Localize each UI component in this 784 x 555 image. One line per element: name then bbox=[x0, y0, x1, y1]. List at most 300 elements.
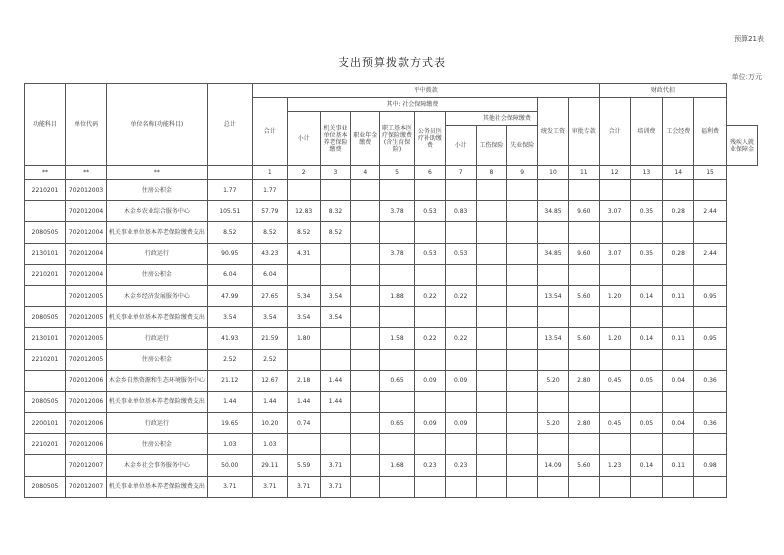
table-header bbox=[25, 84, 758, 180]
unit-code-cell: 702012005 bbox=[66, 328, 107, 349]
value-cell bbox=[507, 307, 538, 328]
column-number: 15 bbox=[694, 166, 727, 180]
total-cell: 41.93 bbox=[207, 328, 252, 349]
value-cell bbox=[507, 180, 538, 201]
value-cell: 0.09 bbox=[445, 370, 476, 391]
value-cell: 0.22 bbox=[414, 285, 445, 306]
table-row bbox=[25, 180, 758, 201]
table-row bbox=[25, 201, 758, 222]
value-cell: 0.83 bbox=[445, 201, 476, 222]
value-cell: 0.65 bbox=[380, 370, 415, 391]
column-number: 6 bbox=[414, 166, 445, 180]
value-cell: 0.53 bbox=[414, 243, 445, 264]
value-cell bbox=[568, 349, 599, 370]
unit-name-cell: 木金乡经济发展服务中心 bbox=[107, 285, 208, 306]
value-cell bbox=[380, 391, 415, 412]
value-cell: 2.44 bbox=[694, 243, 727, 264]
header-civil-medical: 公务员医疗补助缴费 bbox=[414, 112, 445, 166]
value-cell bbox=[663, 222, 694, 243]
value-cell: 13.54 bbox=[538, 328, 569, 349]
value-cell bbox=[538, 180, 569, 201]
value-cell bbox=[568, 434, 599, 455]
unit-code-cell: 702012005 bbox=[66, 285, 107, 306]
value-cell: 0.65 bbox=[380, 413, 415, 434]
value-cell bbox=[351, 201, 380, 222]
value-cell bbox=[351, 222, 380, 243]
unit-name-cell: 住房公积金 bbox=[107, 264, 208, 285]
value-cell: 5.59 bbox=[287, 455, 320, 476]
value-cell bbox=[476, 285, 507, 306]
value-cell: 0.95 bbox=[694, 328, 727, 349]
value-cell bbox=[507, 328, 538, 349]
value-cell bbox=[538, 349, 569, 370]
column-number: 10 bbox=[538, 166, 569, 180]
value-cell bbox=[507, 222, 538, 243]
total-cell: 1.44 bbox=[207, 391, 252, 412]
value-cell: 3.78 bbox=[380, 243, 415, 264]
value-cell: 6.04 bbox=[252, 264, 287, 285]
value-cell: 2.52 bbox=[252, 349, 287, 370]
value-cell: 1.58 bbox=[380, 328, 415, 349]
total-cell: 105.51 bbox=[207, 201, 252, 222]
table-row bbox=[25, 243, 758, 264]
value-cell bbox=[476, 222, 507, 243]
value-cell bbox=[287, 349, 320, 370]
value-cell bbox=[351, 349, 380, 370]
unit-code-cell: 702012007 bbox=[66, 455, 107, 476]
header-subtotal-main: 合计 bbox=[252, 98, 287, 166]
header-other-social: 其他社会保障缴费 bbox=[445, 112, 568, 126]
value-cell bbox=[538, 222, 569, 243]
budget-table bbox=[24, 83, 758, 498]
value-cell bbox=[476, 180, 507, 201]
value-cell: 1.44 bbox=[320, 370, 351, 391]
value-cell: 2.18 bbox=[287, 370, 320, 391]
value-cell bbox=[414, 476, 445, 497]
table-row bbox=[25, 455, 758, 476]
value-cell: 0.45 bbox=[599, 370, 630, 391]
value-cell: 14.09 bbox=[538, 455, 569, 476]
column-number: 1 bbox=[252, 166, 287, 180]
header-medical-ins: 职工基本医疗保险缴费(含生育保险) bbox=[380, 112, 415, 166]
value-cell bbox=[599, 349, 630, 370]
value-cell bbox=[663, 434, 694, 455]
value-cell: 3.54 bbox=[320, 285, 351, 306]
table-row bbox=[25, 328, 758, 349]
value-cell bbox=[320, 434, 351, 455]
value-cell: 27.65 bbox=[252, 285, 287, 306]
value-cell bbox=[351, 455, 380, 476]
header-subtotal: 小计 bbox=[287, 112, 320, 166]
value-cell bbox=[568, 264, 599, 285]
value-cell bbox=[663, 476, 694, 497]
table-row bbox=[25, 285, 758, 306]
value-cell bbox=[476, 349, 507, 370]
value-cell bbox=[351, 391, 380, 412]
value-cell: 0.74 bbox=[287, 413, 320, 434]
unit-code-cell: 702012005 bbox=[66, 307, 107, 328]
value-cell bbox=[507, 349, 538, 370]
func-subject-cell: 2210201 bbox=[25, 180, 66, 201]
table-row bbox=[25, 307, 758, 328]
value-cell bbox=[694, 180, 727, 201]
header-injury-ins: 工伤保险 bbox=[476, 126, 507, 166]
column-number: 8 bbox=[476, 166, 507, 180]
column-number: 9 bbox=[507, 166, 538, 180]
header-welfare: 福利费 bbox=[694, 98, 727, 166]
unit-code-cell: 702012004 bbox=[66, 201, 107, 222]
value-cell: 1.20 bbox=[599, 285, 630, 306]
value-cell bbox=[287, 264, 320, 285]
header-other-subtotal: 小计 bbox=[445, 126, 476, 166]
value-cell: 3.78 bbox=[380, 201, 415, 222]
value-cell: 3.07 bbox=[599, 243, 630, 264]
func-subject-cell: 2210201 bbox=[25, 349, 66, 370]
header-pension-org: 机关事业单位基本养老保险缴费 bbox=[320, 112, 351, 166]
value-cell bbox=[351, 180, 380, 201]
value-cell: 9.60 bbox=[568, 201, 599, 222]
value-cell: 1.88 bbox=[380, 285, 415, 306]
func-subject-cell: 2200101 bbox=[25, 413, 66, 434]
value-cell: 34.85 bbox=[538, 243, 569, 264]
column-number-row bbox=[25, 166, 758, 180]
value-cell: 3.71 bbox=[287, 476, 320, 497]
value-cell: 21.59 bbox=[252, 328, 287, 349]
total-cell: 90.95 bbox=[207, 243, 252, 264]
value-cell: 0.04 bbox=[663, 370, 694, 391]
value-cell bbox=[414, 434, 445, 455]
value-cell: 5.20 bbox=[538, 413, 569, 434]
value-cell bbox=[663, 349, 694, 370]
value-cell: 0.22 bbox=[445, 328, 476, 349]
header-unit-name: 单位名称(功能科目) bbox=[107, 84, 208, 166]
value-cell: 8.52 bbox=[320, 222, 351, 243]
value-cell bbox=[568, 180, 599, 201]
value-cell bbox=[445, 476, 476, 497]
value-cell bbox=[445, 434, 476, 455]
value-cell: 34.85 bbox=[538, 201, 569, 222]
value-cell bbox=[599, 222, 630, 243]
header-occupational-annuity: 职业年金缴费 bbox=[351, 112, 380, 166]
value-cell bbox=[351, 243, 380, 264]
value-cell: 0.98 bbox=[694, 455, 727, 476]
star-cell: ** bbox=[107, 166, 208, 180]
value-cell: 29.11 bbox=[252, 455, 287, 476]
value-cell bbox=[380, 307, 415, 328]
value-cell bbox=[445, 222, 476, 243]
func-subject-cell: 2210201 bbox=[25, 434, 66, 455]
value-cell bbox=[507, 413, 538, 434]
column-number: 13 bbox=[630, 166, 663, 180]
value-cell: 9.60 bbox=[568, 243, 599, 264]
value-cell: 3.71 bbox=[252, 476, 287, 497]
header-finance-pay: 财政代扣 bbox=[599, 84, 726, 98]
func-subject-cell: 2080505 bbox=[25, 476, 66, 497]
value-cell bbox=[568, 307, 599, 328]
column-number: 5 bbox=[380, 166, 415, 180]
star-cell: ** bbox=[25, 166, 66, 180]
func-subject-cell: 2210201 bbox=[25, 264, 66, 285]
value-cell bbox=[599, 307, 630, 328]
value-cell bbox=[507, 434, 538, 455]
value-cell bbox=[287, 180, 320, 201]
value-cell: 2.80 bbox=[568, 413, 599, 434]
value-cell bbox=[414, 222, 445, 243]
value-cell bbox=[599, 264, 630, 285]
table-row bbox=[25, 391, 758, 412]
value-cell bbox=[380, 222, 415, 243]
page-title: 支出预算拨款方式表 bbox=[338, 56, 446, 69]
value-cell: 5.60 bbox=[568, 328, 599, 349]
unit-code-cell: 702012003 bbox=[66, 180, 107, 201]
value-cell: 0.09 bbox=[445, 413, 476, 434]
unit-name-cell: 行政运行 bbox=[107, 328, 208, 349]
value-cell bbox=[380, 180, 415, 201]
header-unemployment-ins: 失业保险 bbox=[507, 126, 538, 166]
value-cell bbox=[694, 222, 727, 243]
value-cell: 5.34 bbox=[287, 285, 320, 306]
value-cell: 0.36 bbox=[694, 413, 727, 434]
value-cell: 3.71 bbox=[320, 476, 351, 497]
unit-name-cell: 住房公积金 bbox=[107, 349, 208, 370]
func-subject-cell: 2130101 bbox=[25, 328, 66, 349]
header-disabled-fund: 残疾人就业保障金 bbox=[726, 126, 757, 166]
value-cell bbox=[476, 434, 507, 455]
value-cell bbox=[380, 476, 415, 497]
total-cell: 47.99 bbox=[207, 285, 252, 306]
total-cell: 50.00 bbox=[207, 455, 252, 476]
value-cell: 13.54 bbox=[538, 285, 569, 306]
blank-cell bbox=[207, 166, 252, 180]
unit-code-cell: 702012004 bbox=[66, 243, 107, 264]
unit-name-cell: 住房公积金 bbox=[107, 434, 208, 455]
header-upper-pay: 平中拨款 bbox=[252, 84, 599, 98]
value-cell bbox=[476, 243, 507, 264]
value-cell bbox=[351, 307, 380, 328]
value-cell: 8.52 bbox=[252, 222, 287, 243]
table-row bbox=[25, 476, 758, 497]
header-salary: 统发工资 bbox=[538, 98, 569, 166]
value-cell bbox=[538, 391, 569, 412]
unit-name-cell: 机关事业单位基本养老保险缴费支出 bbox=[107, 476, 208, 497]
value-cell: 0.14 bbox=[630, 328, 663, 349]
value-cell bbox=[568, 391, 599, 412]
table-body bbox=[25, 180, 758, 498]
value-cell bbox=[287, 434, 320, 455]
value-cell bbox=[694, 434, 727, 455]
table-row bbox=[25, 370, 758, 391]
value-cell bbox=[630, 434, 663, 455]
value-cell: 1.44 bbox=[287, 391, 320, 412]
value-cell: 8.32 bbox=[320, 201, 351, 222]
unit-name-cell: 机关事业单位基本养老保险缴费支出 bbox=[107, 391, 208, 412]
table-row bbox=[25, 413, 758, 434]
total-cell: 3.54 bbox=[207, 307, 252, 328]
value-cell bbox=[445, 391, 476, 412]
value-cell: 1.44 bbox=[252, 391, 287, 412]
value-cell bbox=[538, 434, 569, 455]
func-subject-cell: 2130101 bbox=[25, 243, 66, 264]
func-subject-cell bbox=[25, 455, 66, 476]
unit-name-cell: 行政运行 bbox=[107, 413, 208, 434]
value-cell: 0.35 bbox=[630, 201, 663, 222]
unit-name-cell: 机关事业单位基本养老保险缴费支出 bbox=[107, 307, 208, 328]
value-cell: 5.60 bbox=[568, 455, 599, 476]
value-cell bbox=[320, 413, 351, 434]
value-cell bbox=[630, 349, 663, 370]
header-union-fee: 工会经费 bbox=[663, 98, 694, 166]
value-cell: 43.23 bbox=[252, 243, 287, 264]
value-cell: 1.80 bbox=[287, 328, 320, 349]
value-cell bbox=[630, 264, 663, 285]
value-cell: 0.28 bbox=[663, 243, 694, 264]
value-cell bbox=[507, 264, 538, 285]
value-cell bbox=[476, 413, 507, 434]
value-cell bbox=[380, 349, 415, 370]
func-subject-cell bbox=[25, 370, 66, 391]
unit-name-cell: 木金乡农业综合服务中心 bbox=[107, 201, 208, 222]
unit-label: 单位:万元 bbox=[731, 73, 762, 81]
value-cell: 0.14 bbox=[630, 455, 663, 476]
value-cell bbox=[445, 307, 476, 328]
value-cell bbox=[663, 307, 694, 328]
value-cell: 0.95 bbox=[694, 285, 727, 306]
table-row bbox=[25, 434, 758, 455]
value-cell bbox=[694, 349, 727, 370]
func-subject-cell: 2080505 bbox=[25, 222, 66, 243]
value-cell: 0.23 bbox=[414, 455, 445, 476]
value-cell bbox=[599, 180, 630, 201]
value-cell bbox=[476, 370, 507, 391]
value-cell bbox=[630, 180, 663, 201]
value-cell bbox=[351, 370, 380, 391]
value-cell bbox=[694, 391, 727, 412]
value-cell bbox=[630, 222, 663, 243]
unit-code-cell: 702012004 bbox=[66, 222, 107, 243]
page-id: 预算21表 bbox=[734, 35, 764, 43]
value-cell: 0.05 bbox=[630, 370, 663, 391]
unit-code-cell: 702012005 bbox=[66, 349, 107, 370]
value-cell bbox=[630, 391, 663, 412]
value-cell bbox=[320, 243, 351, 264]
value-cell: 12.67 bbox=[252, 370, 287, 391]
unit-code-cell: 702012006 bbox=[66, 370, 107, 391]
header-fin-total: 合计 bbox=[599, 98, 630, 166]
value-cell: 0.05 bbox=[630, 413, 663, 434]
value-cell bbox=[507, 201, 538, 222]
value-cell: 0.14 bbox=[630, 285, 663, 306]
value-cell: 8.52 bbox=[287, 222, 320, 243]
value-cell bbox=[445, 349, 476, 370]
column-number: 12 bbox=[599, 166, 630, 180]
value-cell: 1.20 bbox=[599, 328, 630, 349]
value-cell: 0.36 bbox=[694, 370, 727, 391]
value-cell: 4.31 bbox=[287, 243, 320, 264]
func-subject-cell bbox=[25, 201, 66, 222]
header-special: 审批专款 bbox=[568, 98, 599, 166]
header-training: 培训费 bbox=[630, 98, 663, 166]
value-cell bbox=[599, 434, 630, 455]
total-cell: 1.77 bbox=[207, 180, 252, 201]
column-number: 4 bbox=[351, 166, 380, 180]
func-subject-cell: 2080505 bbox=[25, 307, 66, 328]
value-cell: 1.03 bbox=[252, 434, 287, 455]
value-cell: 0.04 bbox=[663, 413, 694, 434]
value-cell bbox=[351, 285, 380, 306]
total-cell: 6.04 bbox=[207, 264, 252, 285]
column-number: 2 bbox=[287, 166, 320, 180]
value-cell bbox=[507, 285, 538, 306]
value-cell bbox=[320, 264, 351, 285]
total-cell: 2.52 bbox=[207, 349, 252, 370]
value-cell: 0.45 bbox=[599, 413, 630, 434]
value-cell: 1.23 bbox=[599, 455, 630, 476]
value-cell: 5.20 bbox=[538, 370, 569, 391]
value-cell bbox=[599, 391, 630, 412]
value-cell: 10.20 bbox=[252, 413, 287, 434]
value-cell: 0.09 bbox=[414, 370, 445, 391]
unit-name-cell: 住房公积金 bbox=[107, 180, 208, 201]
column-number: 11 bbox=[568, 166, 599, 180]
value-cell: 0.23 bbox=[445, 455, 476, 476]
star-cell: ** bbox=[66, 166, 107, 180]
value-cell bbox=[476, 201, 507, 222]
value-cell: 0.11 bbox=[663, 455, 694, 476]
unit-code-cell: 702012007 bbox=[66, 476, 107, 497]
value-cell bbox=[630, 307, 663, 328]
value-cell bbox=[476, 455, 507, 476]
value-cell: 5.60 bbox=[568, 285, 599, 306]
value-cell: 3.54 bbox=[320, 307, 351, 328]
value-cell: 0.53 bbox=[445, 243, 476, 264]
value-cell bbox=[694, 307, 727, 328]
value-cell bbox=[320, 349, 351, 370]
value-cell: 3.71 bbox=[320, 455, 351, 476]
value-cell bbox=[663, 180, 694, 201]
total-cell: 21.12 bbox=[207, 370, 252, 391]
value-cell bbox=[445, 180, 476, 201]
value-cell: 2.44 bbox=[694, 201, 727, 222]
value-cell bbox=[380, 434, 415, 455]
value-cell: 3.54 bbox=[287, 307, 320, 328]
table-row bbox=[25, 222, 758, 243]
value-cell: 0.22 bbox=[414, 328, 445, 349]
header-unit-code: 单位代码 bbox=[66, 84, 107, 166]
value-cell bbox=[476, 264, 507, 285]
unit-code-cell: 702012006 bbox=[66, 434, 107, 455]
unit-code-cell: 702012006 bbox=[66, 413, 107, 434]
value-cell bbox=[476, 307, 507, 328]
value-cell bbox=[694, 476, 727, 497]
value-cell bbox=[414, 391, 445, 412]
value-cell bbox=[694, 264, 727, 285]
func-subject-cell: 2080505 bbox=[25, 391, 66, 412]
func-subject-cell bbox=[25, 285, 66, 306]
value-cell bbox=[599, 476, 630, 497]
unit-name-cell: 木金乡社会事务服务中心 bbox=[107, 455, 208, 476]
value-cell: 57.79 bbox=[252, 201, 287, 222]
total-cell: 19.65 bbox=[207, 413, 252, 434]
value-cell bbox=[414, 307, 445, 328]
total-cell: 3.71 bbox=[207, 476, 252, 497]
value-cell bbox=[351, 434, 380, 455]
value-cell: 0.35 bbox=[630, 243, 663, 264]
value-cell bbox=[351, 413, 380, 434]
value-cell: 1.77 bbox=[252, 180, 287, 201]
table-row bbox=[25, 264, 758, 285]
unit-name-cell: 木金乡自然资源和生态环境服务中心 bbox=[107, 370, 208, 391]
value-cell bbox=[507, 370, 538, 391]
